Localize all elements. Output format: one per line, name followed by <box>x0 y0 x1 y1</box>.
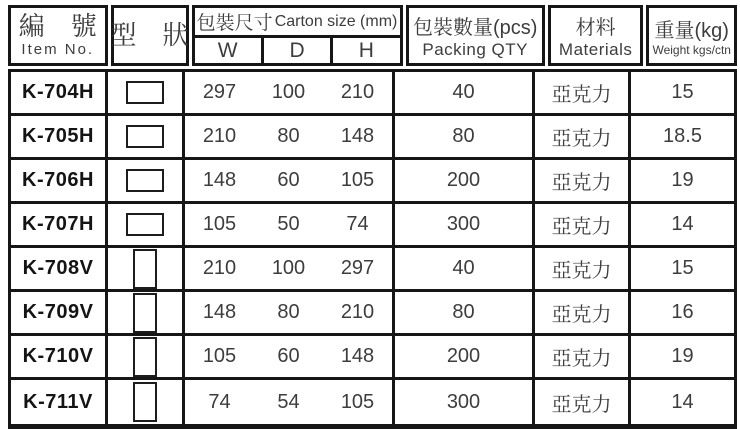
shape-cell <box>108 292 185 333</box>
shape-icon <box>133 382 157 422</box>
carton-size-cell <box>185 204 395 245</box>
header-item-no-zh: 編 號 <box>18 11 97 42</box>
weight-cell: 14 <box>671 390 694 413</box>
carton-d-value: 100 <box>271 81 306 103</box>
carton-d-value: 60 <box>277 169 300 191</box>
table-body <box>8 69 737 429</box>
material-cell: 亞克力 <box>535 292 631 333</box>
shape-icon <box>126 213 164 236</box>
shape-icon <box>126 125 164 148</box>
carton-h-value: 210 <box>340 301 375 323</box>
header-materials <box>548 5 644 66</box>
weight-cell: 18.5 <box>663 125 702 147</box>
packing-qty-cell: 300 <box>395 380 535 424</box>
header-weight-en: Weight kgs/ctn <box>652 43 731 57</box>
shape-icon <box>133 249 157 289</box>
carton-w-value: 297 <box>202 81 237 103</box>
shape-icon <box>126 81 164 104</box>
material-cell: 亞克力 <box>535 72 631 113</box>
carton-h-value: 74 <box>346 213 369 235</box>
carton-d-value: 80 <box>277 301 300 323</box>
table-header <box>8 5 737 66</box>
header-col-w: W <box>195 38 264 63</box>
carton-size-cell <box>185 72 395 113</box>
shape-cell <box>108 248 185 289</box>
carton-size-cell <box>185 160 395 201</box>
carton-h-value: 148 <box>340 125 375 147</box>
carton-w-value: 210 <box>202 257 237 279</box>
item-no-cell: K-710V <box>11 336 108 377</box>
weight-cell: 15 <box>671 81 694 103</box>
shape-icon <box>126 169 164 192</box>
header-weight-zh: 重量(kg) <box>654 20 729 42</box>
header-shape-zh: 型 狀 <box>110 19 189 50</box>
header-weight <box>646 5 737 66</box>
carton-h-value: 210 <box>340 81 375 103</box>
shape-icon <box>133 337 157 377</box>
item-no-cell: K-707H <box>11 204 108 245</box>
packing-qty-cell: 40 <box>395 248 535 289</box>
header-carton-subrow <box>195 35 400 63</box>
weight-cell: 19 <box>671 345 694 367</box>
table-row <box>11 116 734 160</box>
header-carton-en: Carton size (mm) <box>274 12 398 30</box>
material-cell: 亞克力 <box>535 248 631 289</box>
packing-qty-cell: 200 <box>395 160 535 201</box>
packing-qty-cell: 200 <box>395 336 535 377</box>
packing-qty-cell: 40 <box>395 72 535 113</box>
carton-h-value: 105 <box>340 169 375 191</box>
header-shape <box>111 5 189 66</box>
carton-h-value: 297 <box>340 257 375 279</box>
material-cell: 亞克力 <box>535 160 631 201</box>
weight-cell: 19 <box>671 169 694 191</box>
shape-cell <box>108 336 185 377</box>
shape-cell <box>108 116 185 157</box>
carton-d-value: 80 <box>277 125 300 147</box>
carton-d-value: 54 <box>277 390 300 413</box>
material-cell: 亞克力 <box>535 204 631 245</box>
packing-qty-cell: 300 <box>395 204 535 245</box>
header-item-no-en: Item No. <box>21 40 95 58</box>
table-row <box>11 248 734 292</box>
carton-w-value: 210 <box>202 125 237 147</box>
shape-cell <box>108 380 185 424</box>
item-no-cell: K-711V <box>11 380 108 424</box>
table-row <box>11 204 734 248</box>
carton-size-cell <box>185 380 395 424</box>
header-carton-title <box>195 8 400 35</box>
carton-w-value: 148 <box>202 169 237 191</box>
carton-size-cell <box>185 336 395 377</box>
carton-w-value: 105 <box>202 213 237 235</box>
carton-h-value: 105 <box>340 390 375 413</box>
item-no-cell: K-709V <box>11 292 108 333</box>
carton-d-value: 100 <box>271 257 306 279</box>
item-no-cell: K-706H <box>11 160 108 201</box>
header-col-d: D <box>264 38 333 63</box>
spec-table <box>8 5 737 429</box>
material-cell: 亞克力 <box>535 116 631 157</box>
carton-d-value: 50 <box>277 213 300 235</box>
header-carton-size <box>192 5 403 66</box>
carton-w-value: 105 <box>202 345 237 367</box>
material-cell: 亞克力 <box>535 380 631 424</box>
shape-cell <box>108 204 185 245</box>
material-cell: 亞克力 <box>535 336 631 377</box>
carton-size-cell <box>185 292 395 333</box>
packing-qty-cell: 80 <box>395 116 535 157</box>
table-row <box>11 160 734 204</box>
table-row <box>11 292 734 336</box>
header-packing-qty-zh: 包裝數量(pcs) <box>412 17 538 39</box>
shape-icon <box>133 293 157 333</box>
shape-cell <box>108 160 185 201</box>
carton-size-cell <box>185 116 395 157</box>
carton-size-cell <box>185 248 395 289</box>
item-no-cell: K-705H <box>11 116 108 157</box>
table-row <box>11 380 734 424</box>
header-materials-en: Materials <box>558 40 633 59</box>
weight-cell: 14 <box>671 213 694 235</box>
carton-h-value: 148 <box>340 345 375 367</box>
weight-cell: 16 <box>671 301 694 323</box>
carton-w-value: 148 <box>202 301 237 323</box>
carton-w-value: 74 <box>208 390 231 413</box>
shape-cell <box>108 72 185 113</box>
packing-qty-cell: 80 <box>395 292 535 333</box>
carton-d-value: 60 <box>277 345 300 367</box>
header-packing-qty <box>406 5 545 66</box>
table-row <box>11 72 734 116</box>
header-packing-qty-en: Packing QTY <box>422 40 529 59</box>
header-col-h: H <box>358 38 374 62</box>
weight-cell: 15 <box>671 257 694 279</box>
item-no-cell: K-708V <box>11 248 108 289</box>
table-row <box>11 336 734 380</box>
header-materials-zh: 材料 <box>575 17 616 39</box>
header-item-no <box>8 5 108 66</box>
header-carton-zh: 包裝尺寸 <box>196 13 273 34</box>
item-no-cell: K-704H <box>11 72 108 113</box>
